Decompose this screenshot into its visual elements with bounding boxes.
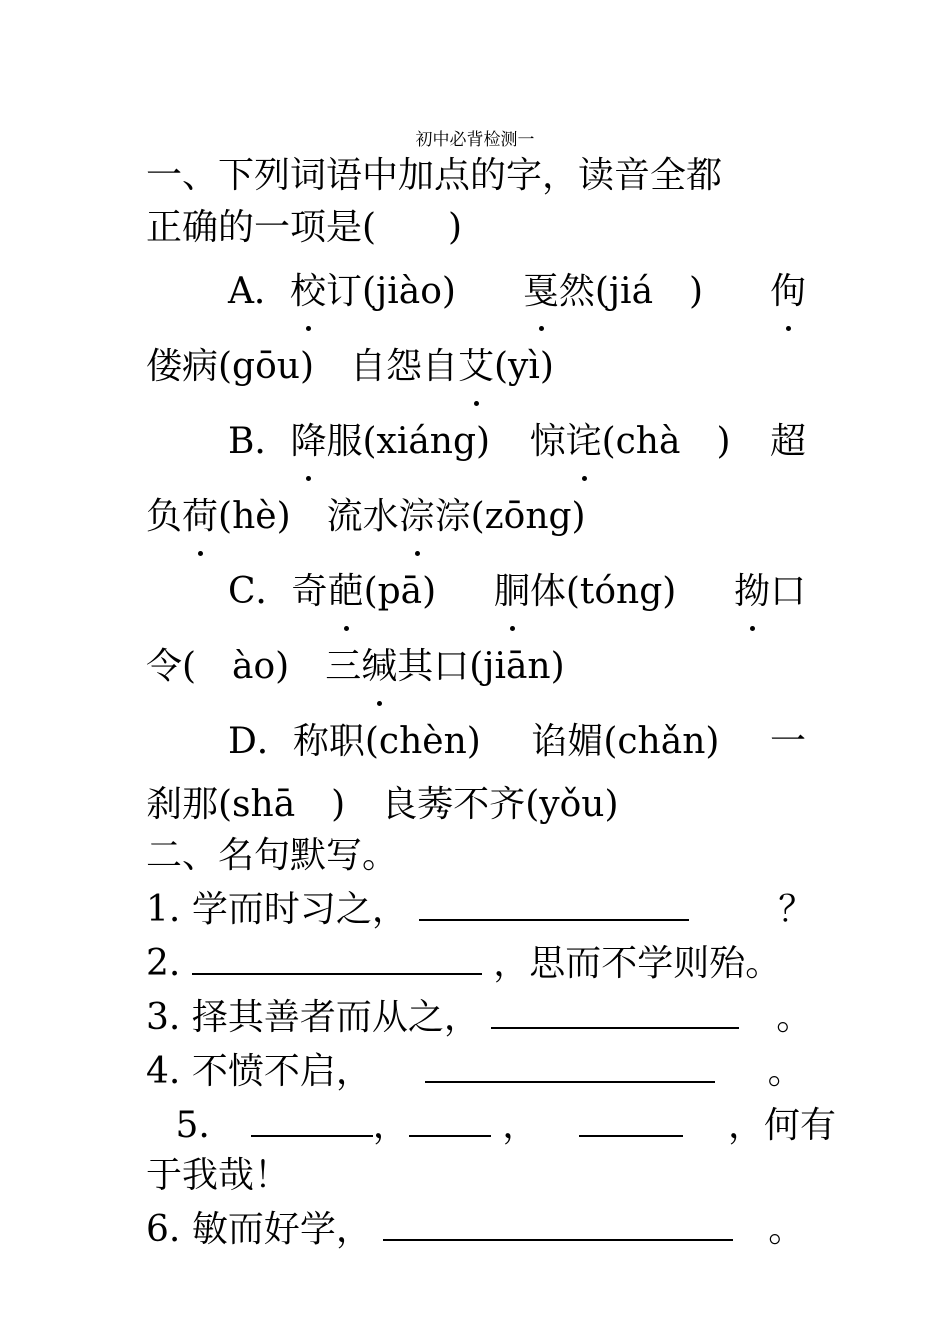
answer-blank[interactable]: [409, 1097, 491, 1137]
dotted-char: 拗: [734, 554, 770, 629]
item-number: 2.: [146, 943, 181, 984]
dotted-char: 佝: [770, 254, 806, 329]
worksheet: [146, 150, 837, 1255]
answer-blank[interactable]: [251, 1097, 373, 1137]
dotted-char: 戛: [523, 254, 559, 329]
option-b-line1: [146, 404, 806, 479]
word-text: (hè) 流水: [218, 496, 399, 537]
option-c-line1: [146, 554, 806, 629]
dotted-char: 胴: [494, 554, 530, 629]
answer-blank[interactable]: [192, 935, 482, 975]
answer-blank[interactable]: [491, 989, 739, 1029]
dotted-char: 诧: [566, 404, 602, 479]
word-text: 一: [769, 721, 806, 762]
item-text: ？: [778, 889, 815, 930]
word-text: 其口(jiān): [397, 646, 565, 687]
fill-item-1: [146, 881, 815, 935]
word-text: 淙(zōng): [434, 496, 586, 537]
item-text: ，: [502, 1105, 539, 1146]
dotted-char: 校: [290, 254, 326, 329]
word-text: (chà ): [601, 421, 731, 462]
item-number: 4.: [146, 1051, 181, 1092]
item-text: 。: [768, 1209, 805, 1250]
option-b-label: B．: [228, 421, 291, 462]
dotted-char: 缄: [361, 629, 397, 704]
fill-item-3: [146, 989, 813, 1043]
dotted-char: 淙: [399, 479, 435, 554]
item-number: 1.: [146, 889, 181, 930]
word-text: 订(jiào): [326, 271, 456, 312]
option-a-line1: [146, 254, 806, 329]
word-text: 然(jiá ): [558, 271, 704, 312]
item-text: ，: [372, 1105, 409, 1146]
item-text: 不愤不启，: [191, 1051, 372, 1092]
item-number: 5.: [175, 1105, 210, 1146]
dotted-char: 降: [290, 404, 326, 479]
option-d-line1: [146, 704, 806, 779]
word-text: (yì): [494, 346, 554, 387]
option-d-label: D．: [228, 721, 293, 762]
fill-item-2: [146, 935, 806, 989]
answer-blank[interactable]: [579, 1097, 683, 1137]
option-c-label: C．: [228, 571, 292, 612]
word-text: 奇: [291, 571, 328, 612]
item-text: 。: [767, 1051, 804, 1092]
word-text: 体(tóng): [529, 571, 677, 612]
q1-stem-line1: 一、下列词语中加点的字，读音全都: [146, 155, 723, 196]
word-text: 偻病(gōu) 自怨自: [146, 346, 458, 387]
fill-item-4: [146, 1043, 806, 1097]
item-text: ，何有: [728, 1105, 837, 1146]
dotted-char: 葩: [328, 554, 364, 629]
item-text: 。: [776, 997, 813, 1038]
word-text: 谄媚(chǎn): [531, 721, 720, 762]
option-a-label: A．: [228, 271, 290, 312]
answer-blank[interactable]: [425, 1043, 715, 1083]
option-c-line2: [146, 629, 806, 704]
item-text: 学而时习之，: [191, 889, 408, 930]
option-b-line2: [146, 479, 806, 554]
word-text: 惊: [529, 421, 566, 462]
item-text: 择其善者而从之，: [191, 997, 480, 1038]
item-number: 6.: [146, 1209, 181, 1250]
page-header: 初中必背检测一: [415, 130, 535, 150]
fill-item-6: [146, 1201, 806, 1255]
answer-blank[interactable]: [383, 1201, 733, 1241]
dotted-char: 荷: [182, 479, 218, 554]
word-text: 称职(chèn): [292, 721, 481, 762]
option-a-line2: [146, 329, 806, 404]
fill-item-5-line2: 于我哉！: [146, 1155, 291, 1196]
word-text: 服(xiáng): [326, 421, 491, 462]
word-text: 负: [146, 496, 183, 537]
item-text: ，思而不学则殆。: [493, 943, 782, 984]
word-text: (pā): [363, 571, 437, 612]
option-d-line2: 刹那(shā ) 良莠不齐(yǒu): [146, 784, 619, 825]
q2-title: 二、名句默写。: [146, 835, 399, 876]
item-text: 敏而好学，: [191, 1209, 372, 1250]
fill-item-5: [146, 1097, 837, 1151]
answer-blank[interactable]: [419, 881, 689, 921]
item-number: 3.: [146, 997, 181, 1038]
dotted-char: 艾: [458, 329, 494, 404]
word-text: 令( ào) 三: [146, 646, 362, 687]
word-text: 口: [769, 571, 806, 612]
word-text: 超: [769, 421, 806, 462]
q1-stem-line2: 正确的一项是( ): [146, 207, 463, 248]
